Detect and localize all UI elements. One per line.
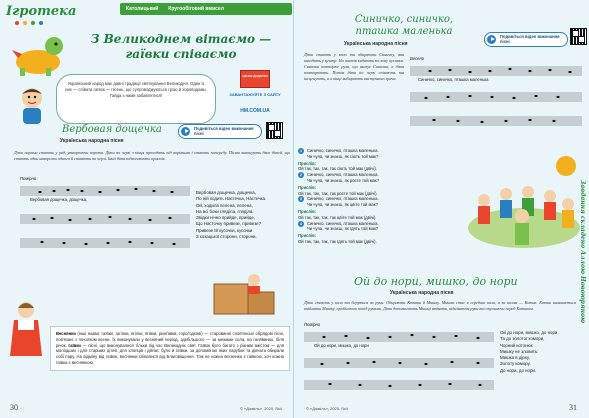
verse-line: Ой до нори, мишко, до нори <box>500 330 558 335</box>
verse-line: На всі боки гляділа, гляділа. <box>196 208 254 214</box>
vertical-credit <box>577 180 587 380</box>
verse-line: Синичко, синичко, пташка маленька. <box>307 196 379 202</box>
girl-illustration <box>4 298 48 360</box>
song-instructions: Діти парами стають у ряд, утворюючи ворота. Діти по черзі з кінця проходять під ворітьми і стають попереду. Пісню виконують двоє дітей, що стають один навпроти одного й співають по черзі. Інші діти підхоплюють приспів. <box>14 150 290 161</box>
song-title-synychko: Синичко, синичко, пташка маленька <box>354 14 454 37</box>
song-instructions: Діти стають у коло та обирають Синичку, яка виходить у центр. На застів кидають по колу хусинки. Синичка повторює рухи, що вказує Синичка, а діти повторюють. Потім діти по черзі співають та інсценують, а в кінці вибирають наступного грача. <box>304 52 404 81</box>
verse-line: Чорний котонюк <box>500 342 533 348</box>
song-title-verbova: Вербовая дощечка <box>62 124 162 135</box>
staff-tempo: Весело <box>410 56 425 61</box>
section-brand: Ігротека <box>6 4 77 19</box>
verse-number: 3 <box>298 196 304 202</box>
vesnianky-text-2: — пісні, що виконувалися тільки під час Великодніх свят. Гаївок було багато з різним змістом — для молодших і для старших дітей, для хлопців і дівчат, було й гаївки, за допомогою яких парубки та дівчата обирали собі пару. На відміну від гаївок, веснянки співалися від Благовіщення. <box>56 342 284 360</box>
term-vesnianky: Веснянки <box>56 331 76 336</box>
staff-tempo: Помірно <box>20 176 37 181</box>
song-verses-right <box>298 148 458 245</box>
verse-line: Вербовая дощечка, дощечка, <box>196 190 256 195</box>
verse-line: Золоту комору. <box>500 361 531 367</box>
song-subtitle: Українська народна пісня <box>60 138 124 144</box>
wooden-boxes-illustration <box>196 266 290 326</box>
music-staff-r2 <box>410 90 582 102</box>
verse-line: Синичко, синичко, пташка маленька. <box>307 220 379 226</box>
verse-line: Чи чула, чи знаєш, як сіють той мак? <box>307 153 379 159</box>
vesnianky-info-box <box>50 326 290 371</box>
promo-text: ЗАВАНТАЖУЙТЕ З САЙТУ <box>229 92 281 97</box>
verse-1 <box>298 148 458 160</box>
right-page <box>294 0 589 418</box>
vesnianky-text-1: (інші назви: гаївки, гагілки, ягілки, ягівки, ринґавки, гороґодкові) — старовинні слов'янські обрядові пісні, пов'язані з початком весни. Їх виконували у весняний період, здебільшого — за межами села, на галявинах, біля річок. <box>56 331 284 348</box>
term-haivky: гаївки <box>68 342 81 348</box>
staff-lyrics-1: Вербовая дощечка, дощечка, <box>30 197 88 202</box>
qr-code-icon[interactable] <box>570 28 587 45</box>
verse-line: Звідки нічно прийде, прийде, <box>196 215 256 221</box>
verse-number: 4 <box>298 221 304 227</box>
category-tags <box>120 3 292 15</box>
chorus-line: Ой так, так, так, так цвіте той мак (двічі). <box>298 214 377 220</box>
vertical-credit-text: Завдання складено Аллою Новоюряною <box>579 180 586 324</box>
page-title: З Великоднем вітаємо — гаївки співаємо <box>90 32 272 61</box>
tag-1: Католицький <box>126 6 159 12</box>
music-staff-r6 <box>304 378 494 390</box>
chorus-line: Ой так, так, так, так росте той мак (двічі). <box>298 190 378 196</box>
chorus-label: Приспів: <box>298 184 317 190</box>
music-staff-2 <box>20 212 190 224</box>
left-page <box>0 0 294 418</box>
verse-line: По ній ходить Настечка, Настечка. <box>196 196 267 202</box>
music-staff-r5 <box>304 356 494 368</box>
music-staff-r3 <box>410 114 582 126</box>
verse-line: Мишка в дірку, <box>500 355 530 361</box>
verse-line: Привезе їй кусочки, кусочки <box>196 227 253 233</box>
music-staff-r4 <box>304 330 494 342</box>
verse-line: Що Насточку привезе, привезе? <box>196 221 262 227</box>
verse-line: Та до золотої комори, <box>500 336 545 342</box>
play-icon[interactable] <box>487 35 496 44</box>
verse-line: Синичко, синичко, пташка маленька. <box>307 172 379 178</box>
vesnianky-text-3: Тож не кожна веснянка є гаївкою, хоч кожна гаївка є веснянкою. <box>56 354 284 365</box>
song-subtitle: Українська народна пісня <box>344 41 408 47</box>
tag-2: Кругообіговий вмисел <box>168 6 224 12</box>
verse-2 <box>298 172 458 184</box>
verse-number: 2 <box>298 172 304 178</box>
music-staff-1 <box>20 184 190 196</box>
verse-line: Чи чула, чи знаєш, як цвіте той мак? <box>307 202 378 208</box>
verse-line: Мишку не зловить: <box>500 348 539 354</box>
page-number-left: 30 <box>10 403 18 412</box>
music-staff-r1 <box>410 64 582 76</box>
verse-line: Синичко, синичко, пташка маленька. <box>307 148 379 153</box>
page-number-right: 31 <box>569 403 577 412</box>
watch-video-label: Подивіться відео виконання пісні <box>194 126 254 136</box>
footer-left: © «Джміль», 2020, №4 <box>240 406 282 411</box>
footer-right: © «Джміль», 2020, №4 <box>306 406 348 411</box>
staff-lyrics-r1: Синичко, синичко, пташка маленька <box>418 77 489 82</box>
promo-box: ЦІКАВІ ДОДАТКИ <box>240 70 270 88</box>
speech-bubble: Український народ має давні традиції святкування Великодня. Один із них — співати гаївок — пісень, що супроводжуються грою й хороводами. Гайда з нами забавлятися! <box>56 74 216 124</box>
verse-line: З козацької сторони, сторони. <box>196 234 257 240</box>
chorus-label: Приспів: <box>298 160 317 166</box>
chorus-label: Приспів: <box>298 233 317 239</box>
song-subtitle: Українська народна пісня <box>390 290 454 296</box>
section-logo <box>6 4 77 28</box>
qr-code-icon[interactable] <box>266 122 283 139</box>
verse-line: Чи чула, чи знаєш, як росте той мак? <box>307 177 380 183</box>
children-circle-illustration <box>462 150 586 258</box>
promo-site-link[interactable]: HM.COM.UA <box>240 108 270 114</box>
staff-tempo: Помірно <box>304 322 321 327</box>
promo-extras[interactable] <box>224 70 286 122</box>
watch-video-button[interactable] <box>484 32 568 48</box>
music-staff-3 <box>20 236 190 248</box>
verse-line: До нори, до нори. <box>500 367 537 373</box>
song-verse-left <box>196 190 290 240</box>
staff-lyrics-r3: Ой до нори, мишко, до нори <box>314 343 369 348</box>
song-verse-myshko <box>500 330 570 374</box>
verse-number: 1 <box>298 148 304 154</box>
verse-3 <box>298 196 458 208</box>
watch-video-label: Подивіться відео виконання пісні <box>500 34 560 44</box>
verse-line: Ой, ходила пелена, пелена, <box>196 202 253 208</box>
chorus-line: Ой так, так, так, так їдять той мак (двічі). <box>298 238 377 244</box>
verse-4 <box>298 221 458 233</box>
watch-video-button[interactable] <box>178 124 262 140</box>
song-instructions: Діти стають у коло та беруться за руки. Обирають Котика й Мишку. Мишка стає в середині кола, а за колом — Котик. Котик намагається впіймати Мишку, пробігаючи попід руками. Діти допомагають Мишці втікати, піднімаючи руки та опускаючи перед Котиком. <box>304 300 576 311</box>
chorus-line: Ой так, так, так, так сіють той мак (двічі). <box>298 166 377 172</box>
dice-icon <box>14 20 54 26</box>
play-icon[interactable] <box>181 127 190 136</box>
boy-illustration <box>10 84 54 128</box>
song-title-myshko: Ой до нори, мишко, до нори <box>354 275 518 288</box>
dinosaur-illustration <box>8 28 68 78</box>
verse-line: Чи чула, чи знаєш, як їдять той мак? <box>307 226 379 232</box>
chorus-label: Приспів: <box>298 208 317 214</box>
